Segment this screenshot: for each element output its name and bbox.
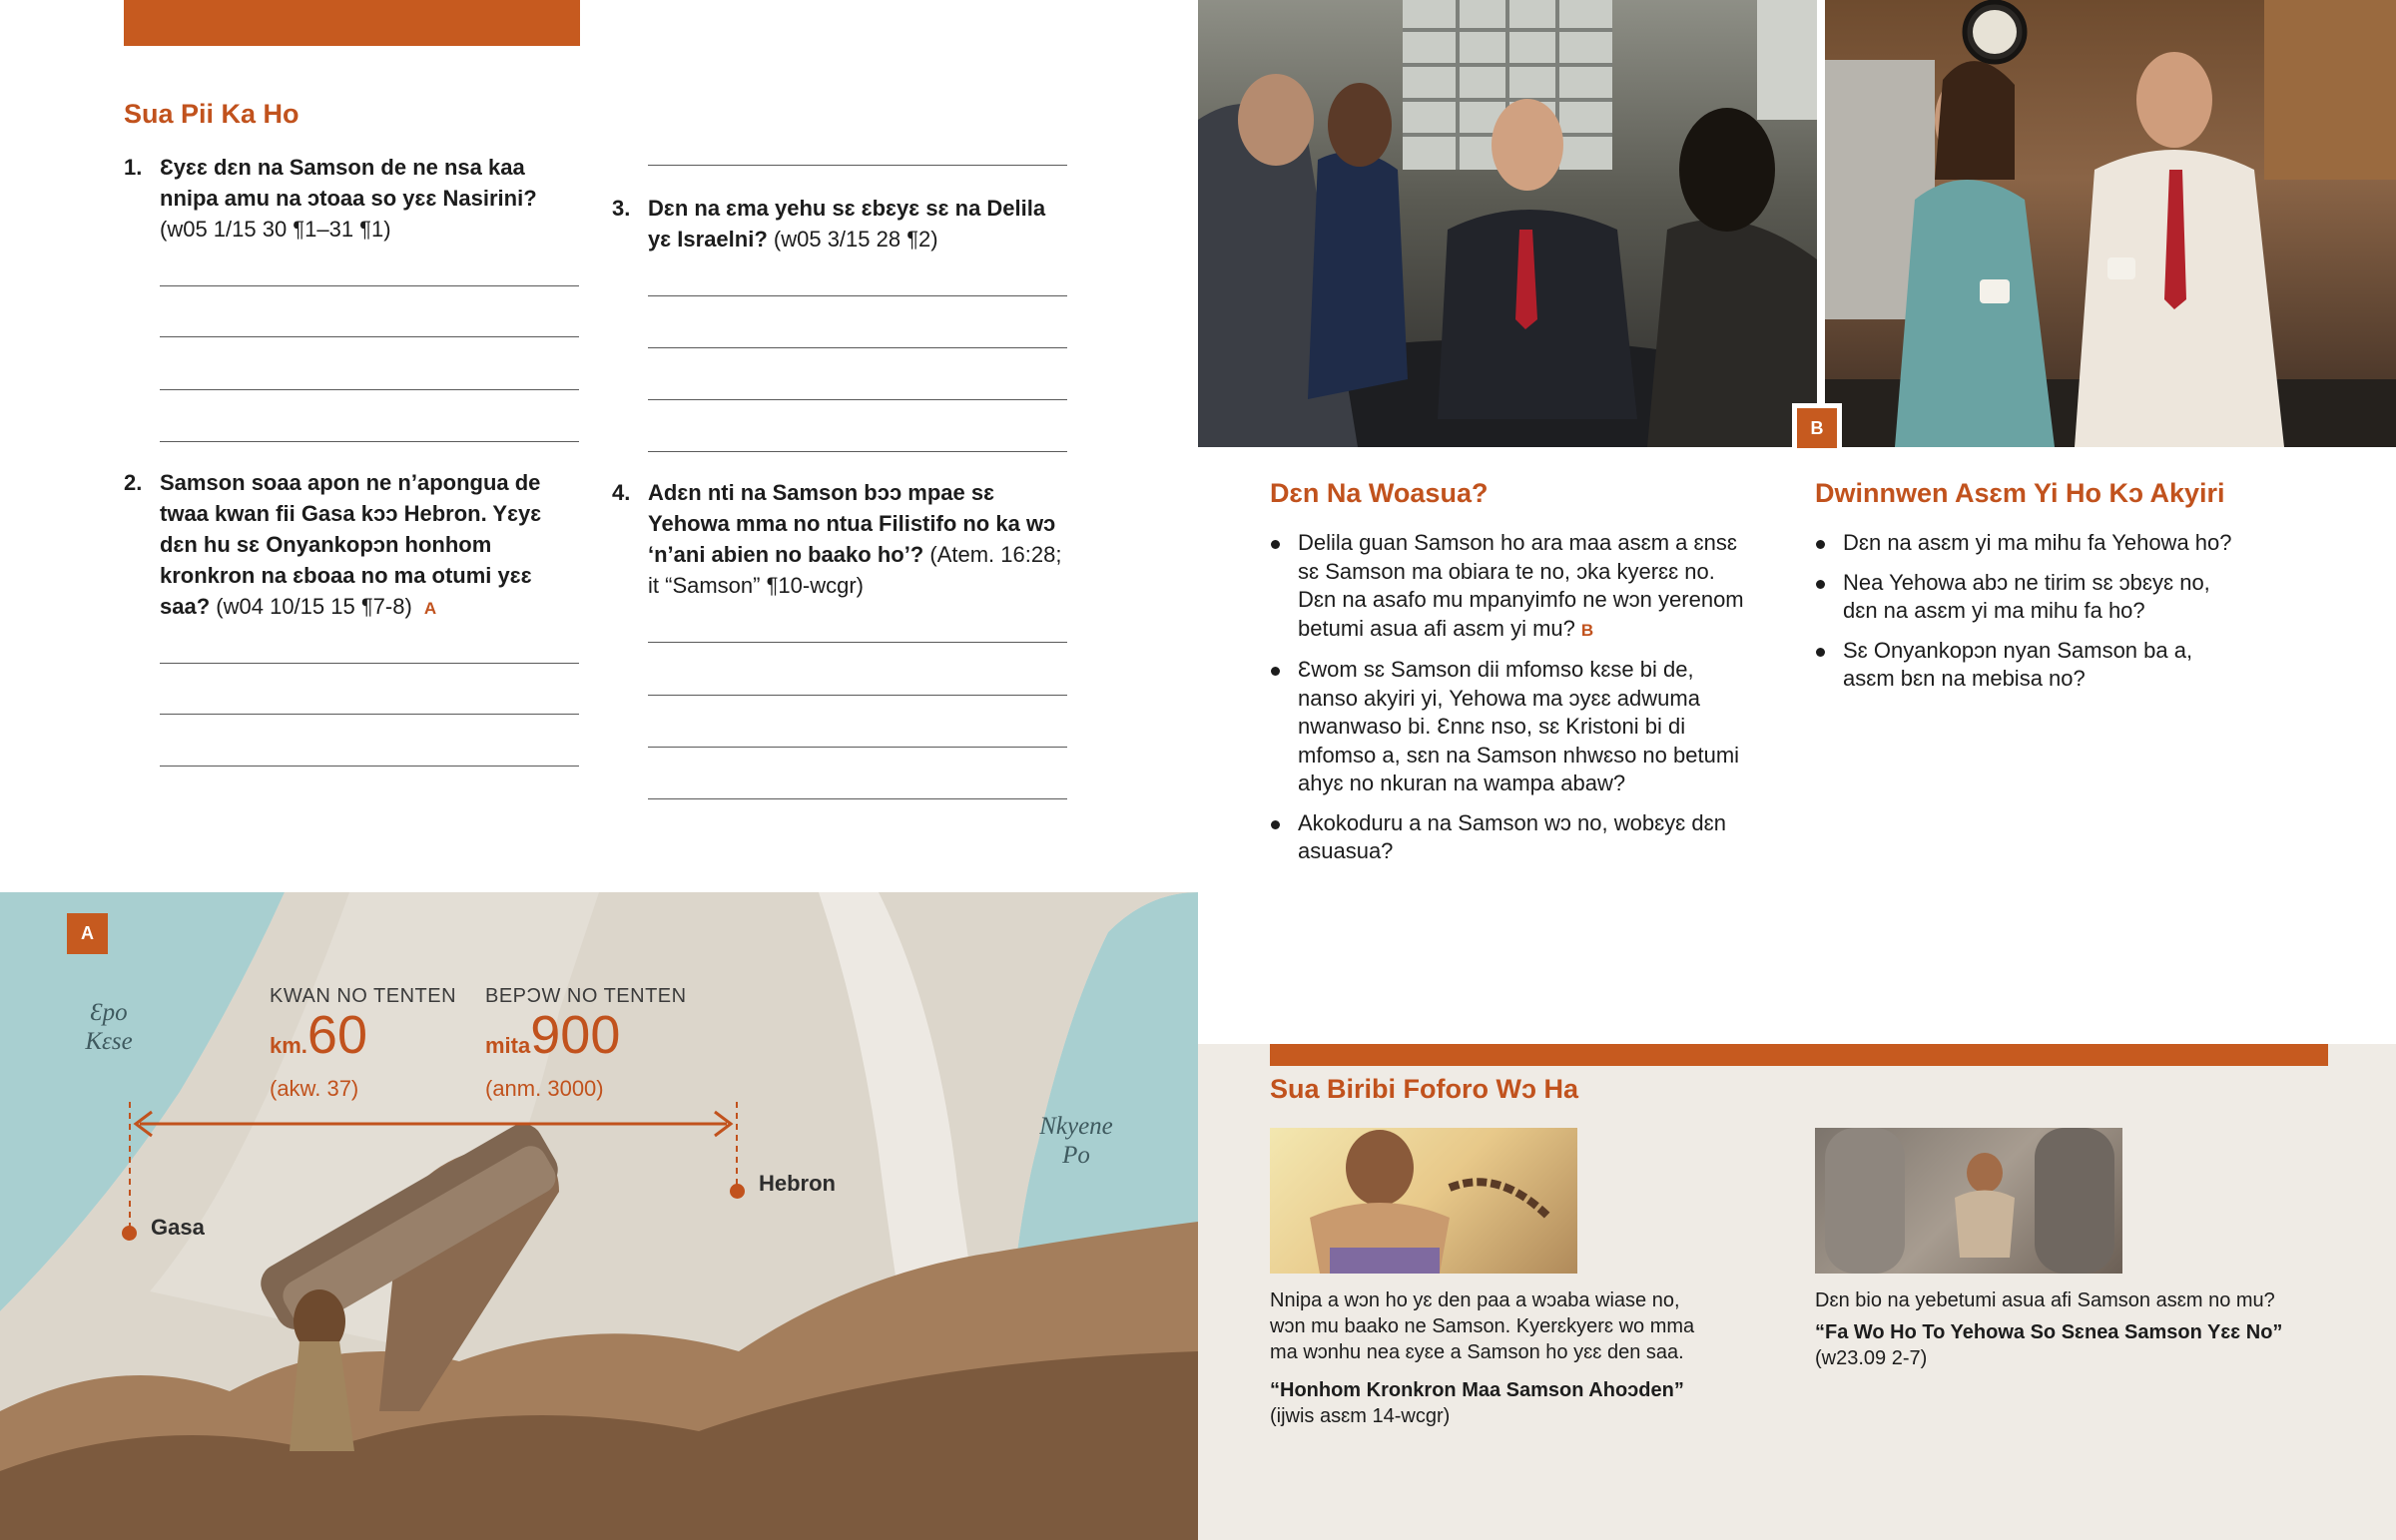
gaza-marker [122, 1226, 137, 1241]
discuss-item-2: Ɛwom sɛ Samson dii mfomso kɛse bi de, nanso akyiri yi, Yehowa ma ɔyɛɛ adwuma nwanwaso bi. Ɛnnɛ nso, sɛ Kristoni bi di mfomso a, sɛn na Samson nhwɛso no betumi ahyɛ no nkuran na wampa abaw? [1298, 657, 1740, 795]
reflect-item-1: Dɛn na asɛm yi ma mihu fa Yehowa ho? [1843, 530, 2232, 555]
question-4 [612, 477, 1067, 601]
answer-line[interactable] [160, 441, 579, 442]
question-3-ref: (w05 3/15 28 ¶2) [773, 227, 938, 252]
list-item [1270, 529, 1759, 645]
reflect-list [1815, 529, 2244, 705]
answer-line[interactable] [160, 663, 579, 664]
question-1 [124, 152, 579, 245]
list-item [1815, 637, 2244, 694]
question-4-number: 4. [612, 480, 631, 505]
map-illustration [0, 892, 1198, 1540]
list-item [1270, 809, 1759, 866]
samson-pillars-thumbnail[interactable] [1815, 1128, 2122, 1274]
question-4-ref: (Atem. 16:28; it “Samson” ¶10-wcgr) [648, 542, 1062, 598]
dead-sea-label: Nkyene Po [1039, 1113, 1113, 1169]
elevation-value: 900 [530, 1005, 621, 1065]
figure-a-reference[interactable]: A [423, 599, 437, 618]
elevation-unit: mita [485, 1033, 531, 1058]
elders-meeting-photo [1198, 0, 1817, 447]
answer-line[interactable] [648, 747, 1067, 748]
distance-label: KWAN NO TENTEN [270, 985, 457, 1007]
hebron-label: Hebron [759, 1171, 836, 1196]
resource-left-title-link[interactable]: “Honhom Kronkron Maa Samson Ahoɔden” [1270, 1379, 1684, 1401]
list-item [1270, 656, 1759, 798]
distance-value: 60 [306, 1005, 367, 1065]
resource-left-text: Nnipa a wɔn ho yɛ den paa a wɔaba wiase no, wɔn mu baako ne Samson. Kyerɛkyerɛ wo mma ma wɔnhu nea ɛyɛe a Samson ho yɛɛ den saa. [1270, 1289, 1695, 1363]
discuss-list [1270, 529, 1759, 877]
question-3 [612, 193, 1067, 255]
answer-line[interactable] [160, 714, 579, 715]
distance-unit: km. [270, 1033, 307, 1058]
list-item [1815, 529, 2244, 558]
review-heading: Sua Pii Ka Ho [124, 99, 300, 129]
orange-header-bar [124, 0, 580, 46]
reflect-item-2: Nea Yehowa abɔ ne tirim sɛ ɔbɛyɛ no, dɛn na asɛm yi ma mihu fa ho? [1843, 569, 2210, 623]
figure-b-badge [1792, 403, 1842, 449]
figure-b-reference[interactable]: B [1580, 620, 1594, 640]
question-2-number: 2. [124, 470, 143, 495]
answer-line[interactable] [648, 798, 1067, 799]
gaza-label: Gasa [151, 1215, 205, 1240]
reflect-heading: Dwinnwen Asɛm Yi Ho Kɔ Akyiri [1815, 478, 2225, 508]
answer-line[interactable] [160, 336, 579, 337]
answer-line[interactable] [160, 285, 579, 286]
resource-right-title-link[interactable]: “Fa Wo Ho To Yehowa So Sɛnea Samson Yɛɛ No” [1815, 1321, 2283, 1343]
elevation-label: BEPƆW NO TENTEN [485, 985, 687, 1007]
answer-line[interactable] [648, 451, 1067, 452]
question-2-text: Samson soaa apon ne n’apongua de twaa kwan fii Gasa kɔɔ Hebron. Yɛyɛ dɛn hu sɛ Onyankopɔn honhom kronkron na ɛboaa no ma otumi yɛɛ saa? [160, 470, 542, 619]
reflect-item-3: Sɛ Onyankopɔn nyan Samson ba a, asɛm bɛn na mebisa no? [1843, 637, 2193, 691]
answer-line[interactable] [648, 295, 1067, 296]
answer-line[interactable] [648, 642, 1067, 643]
question-3-text: Dɛn na ɛma yehu sɛ ɛbɛyɛ sɛ na Delila yɛ Israelni? [648, 196, 1046, 252]
resource-right-text: Dɛn bio na yebetumi asua afi Samson asɛm no mu? [1815, 1289, 2275, 1311]
answer-line[interactable] [648, 399, 1067, 400]
discuss-item-1: Delila guan Samson ho ara maa asɛm a ɛnsɛ sɛ Samson ma obiara te no, ɔka kyerɛɛ no. Dɛn na asafo mu mpanyimfo ne wɔn yerenom betumi asua afi asɛm yi mu? [1298, 530, 1744, 641]
question-3-number: 3. [612, 196, 631, 221]
mediterranean-sea-label: Ɛpo Kɛse [85, 999, 133, 1055]
answer-line[interactable] [648, 347, 1067, 348]
resource-right-ref: (w23.09 2-7) [1815, 1347, 1928, 1369]
answer-line[interactable] [160, 766, 579, 767]
answer-line[interactable] [160, 389, 579, 390]
hebron-marker [730, 1184, 745, 1199]
question-2 [124, 467, 579, 624]
resources-heading: Sua Biribi Foforo Wɔ Ha [1270, 1074, 1579, 1104]
question-1-number: 1. [124, 155, 143, 180]
question-1-ref: (w05 1/15 30 ¶1–31 ¶1) [160, 217, 391, 242]
samson-chains-thumbnail[interactable] [1270, 1128, 1577, 1274]
resources-accent-bar [1270, 1044, 2328, 1066]
question-2-ref: (w04 10/15 15 ¶7-8) [216, 594, 412, 619]
question-4-text: Adɛn nti na Samson bɔɔ mpae sɛ Yehowa mma no ntua Filistifo no ka wɔ ‘n’ani abien no baako ho’? [648, 480, 1056, 567]
distance-alt: (akw. 37) [270, 1076, 359, 1101]
resource-left-ref: (ijwis asɛm 14-wcgr) [1270, 1405, 1451, 1427]
resources-panel [1198, 1044, 2396, 1540]
list-item [1815, 569, 2244, 626]
discuss-item-3: Akokoduru a na Samson wɔ no, wobɛyɛ dɛn asuasua? [1298, 809, 1726, 863]
figure-b-label: B [1797, 408, 1837, 448]
elevation-alt: (anm. 3000) [485, 1076, 604, 1101]
answer-line[interactable] [648, 165, 1067, 166]
question-1-text: Ɛyɛɛ dɛn na Samson de ne nsa kaa nnipa amu na ɔtoaa so yɛɛ Nasirini? [160, 155, 537, 211]
couple-kitchen-photo [1825, 0, 2396, 447]
answer-line[interactable] [648, 695, 1067, 696]
discuss-heading: Dɛn Na Woasua? [1270, 478, 1489, 508]
figure-a-badge: A [67, 913, 108, 954]
